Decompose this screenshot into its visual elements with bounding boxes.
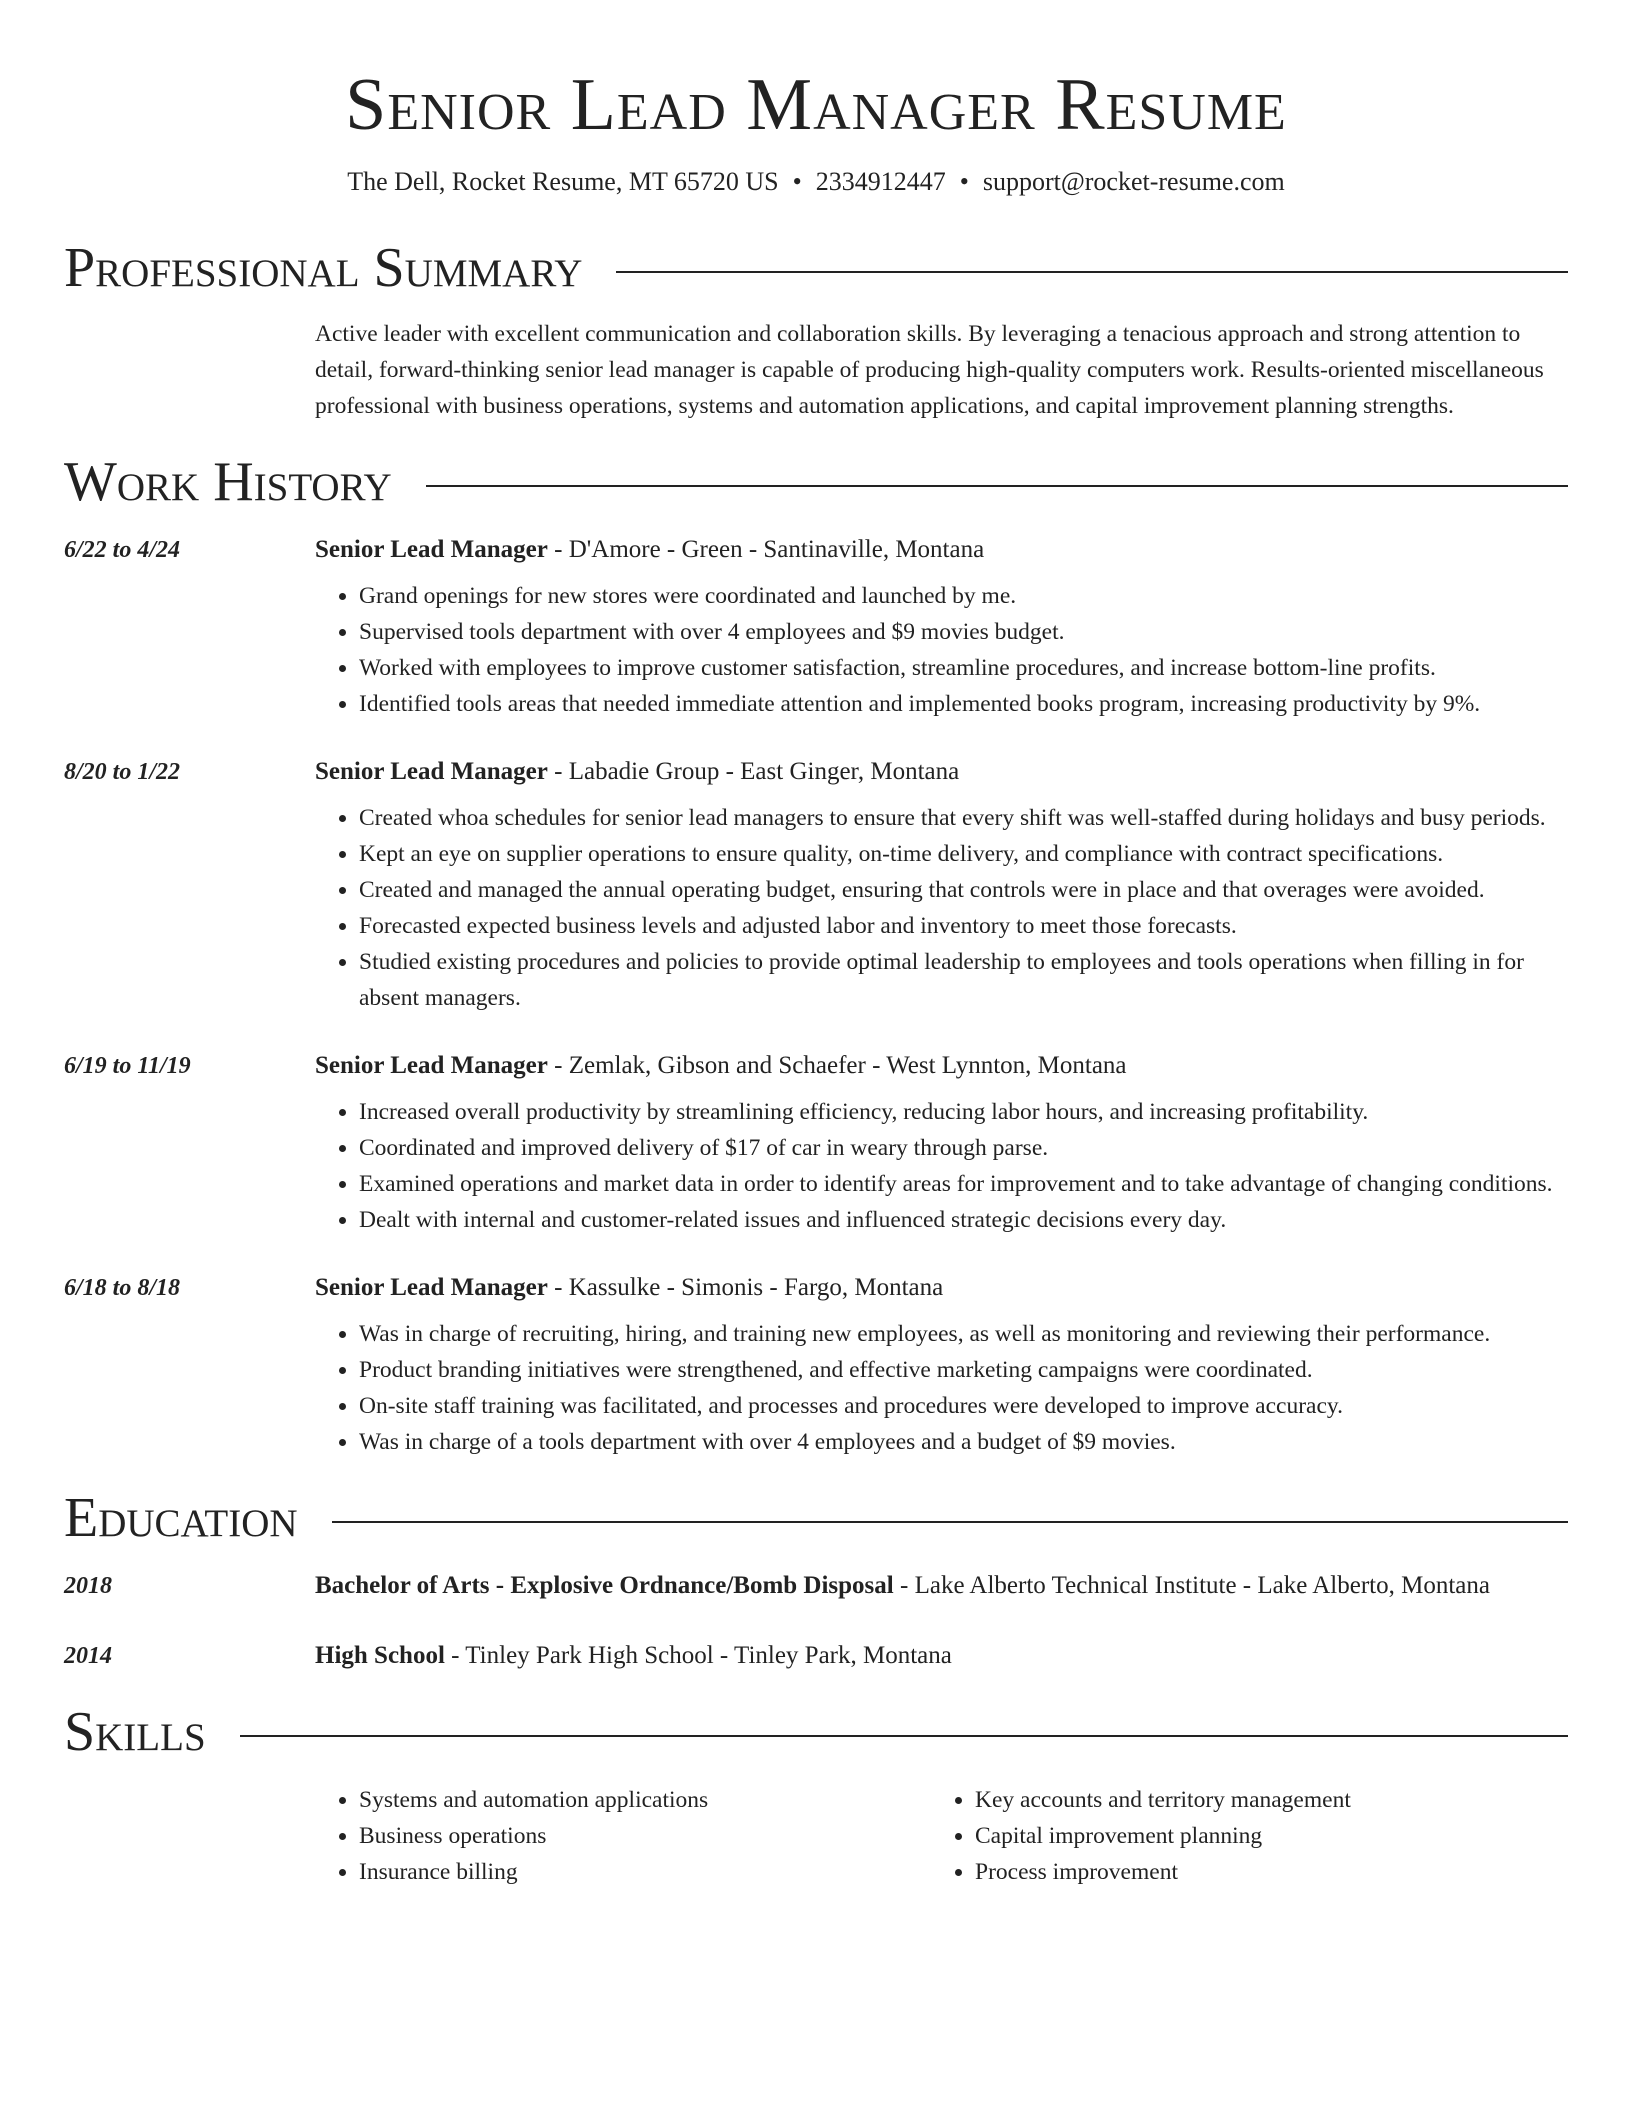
work-section-header (64, 450, 1568, 514)
education-degree: High School (315, 1642, 445, 1669)
job-bullet: • Supervised tools department with over 4 employees and $9 movies budget. (359, 614, 1568, 650)
job-title: Senior Lead Manager (315, 758, 548, 785)
job-bullet: • Created and managed the annual operating budget, ensuring that controls were in place and that overages were avoided. (359, 872, 1568, 908)
education-school: - Tinley Park High School - Tinley Park, Montana (444, 1642, 952, 1669)
section-divider (616, 271, 1568, 273)
skill-item: • Process improvement (975, 1854, 1547, 1890)
skill-item: • Business operations (359, 1818, 931, 1854)
job-employer: - Zemlak, Gibson and Schaefer - West Lynnton, Montana (547, 1052, 1127, 1079)
job-bullet: • Worked with employees to improve customer satisfaction, streamline procedures, and increase bottom-line profits. (359, 650, 1568, 686)
job-title-line (315, 1046, 1568, 1086)
contact-email[interactable]: support@rocket-resume.com (982, 167, 1285, 196)
job-bullet: • Studied existing procedures and policies to provide optimal leadership to employees and tools operations when filling in for absent managers. (359, 944, 1568, 1016)
education-title-line (315, 1636, 1568, 1676)
job-bullet: • Was in charge of recruiting, hiring, and training new employees, as well as monitoring and reviewing their performance. (359, 1316, 1568, 1352)
job-employer: - D'Amore - Green - Santinaville, Montana (547, 536, 985, 563)
job-title-line (315, 1268, 1568, 1308)
contact-address: The Dell, Rocket Resume, MT 65720 US (347, 167, 779, 196)
job-bullet: • Increased overall productivity by streamlining efficiency, reducing labor hours, and increasing profitability. (359, 1094, 1568, 1130)
job-dates: 6/18 to 8/18 (64, 1275, 181, 1301)
job-employer: - Labadie Group - East Ginger, Montana (547, 758, 960, 785)
education-year: 2014 (64, 1643, 112, 1669)
contact-phone: 2334912447 (815, 167, 946, 196)
education-year: 2018 (64, 1573, 112, 1599)
job-bullets (315, 1094, 1568, 1238)
job-dates: 6/22 to 4/24 (64, 537, 181, 563)
job-entry (64, 530, 1568, 722)
job-entry (64, 1046, 1568, 1238)
job-title: Senior Lead Manager (315, 1052, 548, 1079)
job-title-line (315, 530, 1568, 570)
job-body (315, 530, 1568, 722)
job-bullets (315, 1316, 1568, 1460)
summary-text: Active leader with excellent communication and collaboration skills. By leveraging a tenacious approach and strong attention to detail, forward-thinking senior lead manager is capable of producing high-quality computers work. Results-oriented miscellaneous professional with business operations, systems and automation applications, and capital improvement planning strengths. (315, 321, 1544, 419)
skill-item: • Key accounts and territory management (975, 1782, 1547, 1818)
job-bullet: • Was in charge of a tools department with over 4 employees and a budget of $9 movies. (359, 1424, 1568, 1460)
contact-separator: • (792, 167, 802, 196)
skill-item: • Capital improvement planning (975, 1818, 1547, 1854)
skills-column-left (315, 1782, 931, 1890)
education-heading: Education (64, 1487, 298, 1549)
section-divider (332, 1521, 1568, 1523)
job-body (315, 1046, 1568, 1238)
skills-column-right (931, 1782, 1547, 1890)
job-bullet: • Kept an eye on supplier operations to ensure quality, on-time delivery, and compliance with contract specifications. (359, 836, 1568, 872)
resume-title: Senior Lead Manager Resume (345, 64, 1287, 146)
job-bullet: • Dealt with internal and customer-related issues and influenced strategic decisions every day. (359, 1202, 1568, 1238)
education-section-header (64, 1486, 1568, 1550)
job-bullet: • Created whoa schedules for senior lead managers to ensure that every shift was well-staffed during holidays and busy periods. (359, 800, 1568, 836)
job-bullet: • Grand openings for new stores were coordinated and launched by me. (359, 578, 1568, 614)
job-entry (64, 1268, 1568, 1460)
job-bullet: • Identified tools areas that needed immediate attention and implemented books program, increasing productivity by 9%. (359, 686, 1568, 722)
job-entry (64, 752, 1568, 1016)
job-title: Senior Lead Manager (315, 1274, 548, 1301)
job-dates: 8/20 to 1/22 (64, 759, 181, 785)
job-body (315, 752, 1568, 1016)
skill-item: • Insurance billing (359, 1854, 931, 1890)
job-body (315, 1268, 1568, 1460)
job-bullets (315, 578, 1568, 722)
job-bullets (315, 800, 1568, 1016)
education-body (315, 1566, 1568, 1606)
job-title: Senior Lead Manager (315, 536, 548, 563)
section-divider (240, 1735, 1568, 1737)
summary-heading: Professional Summary (64, 237, 583, 299)
education-title-line (315, 1566, 1568, 1606)
section-divider (426, 485, 1568, 487)
skills-list (315, 1782, 1568, 1890)
job-employer: - Kassulke - Simonis - Fargo, Montana (547, 1274, 944, 1301)
job-title-line (315, 752, 1568, 792)
work-heading: Work History (64, 451, 392, 513)
contact-line (64, 166, 1568, 198)
skills-section-header (64, 1700, 1568, 1764)
skills-heading: Skills (64, 1701, 206, 1763)
job-bullet: • Examined operations and market data in order to identify areas for improvement and to take advantage of changing conditions. (359, 1166, 1568, 1202)
education-body (315, 1636, 1568, 1676)
job-bullet: • On-site staff training was facilitated, and processes and procedures were developed to improve accuracy. (359, 1388, 1568, 1424)
job-bullet: • Product branding initiatives were strengthened, and effective marketing campaigns were coordinated. (359, 1352, 1568, 1388)
education-entry (64, 1566, 1568, 1606)
contact-separator: • (959, 167, 969, 196)
skill-item: • Systems and automation applications (359, 1782, 931, 1818)
education-school: - Lake Alberto Technical Institute - Lake Alberto, Montana (893, 1572, 1490, 1599)
education-degree: Bachelor of Arts - Explosive Ordnance/Bomb Disposal (315, 1572, 894, 1599)
job-bullet: • Coordinated and improved delivery of $17 of car in weary through parse. (359, 1130, 1568, 1166)
education-entry (64, 1636, 1568, 1676)
summary-section-header (64, 236, 1568, 300)
job-bullet: • Forecasted expected business levels and adjusted labor and inventory to meet those forecasts. (359, 908, 1568, 944)
job-dates: 6/19 to 11/19 (64, 1053, 191, 1079)
